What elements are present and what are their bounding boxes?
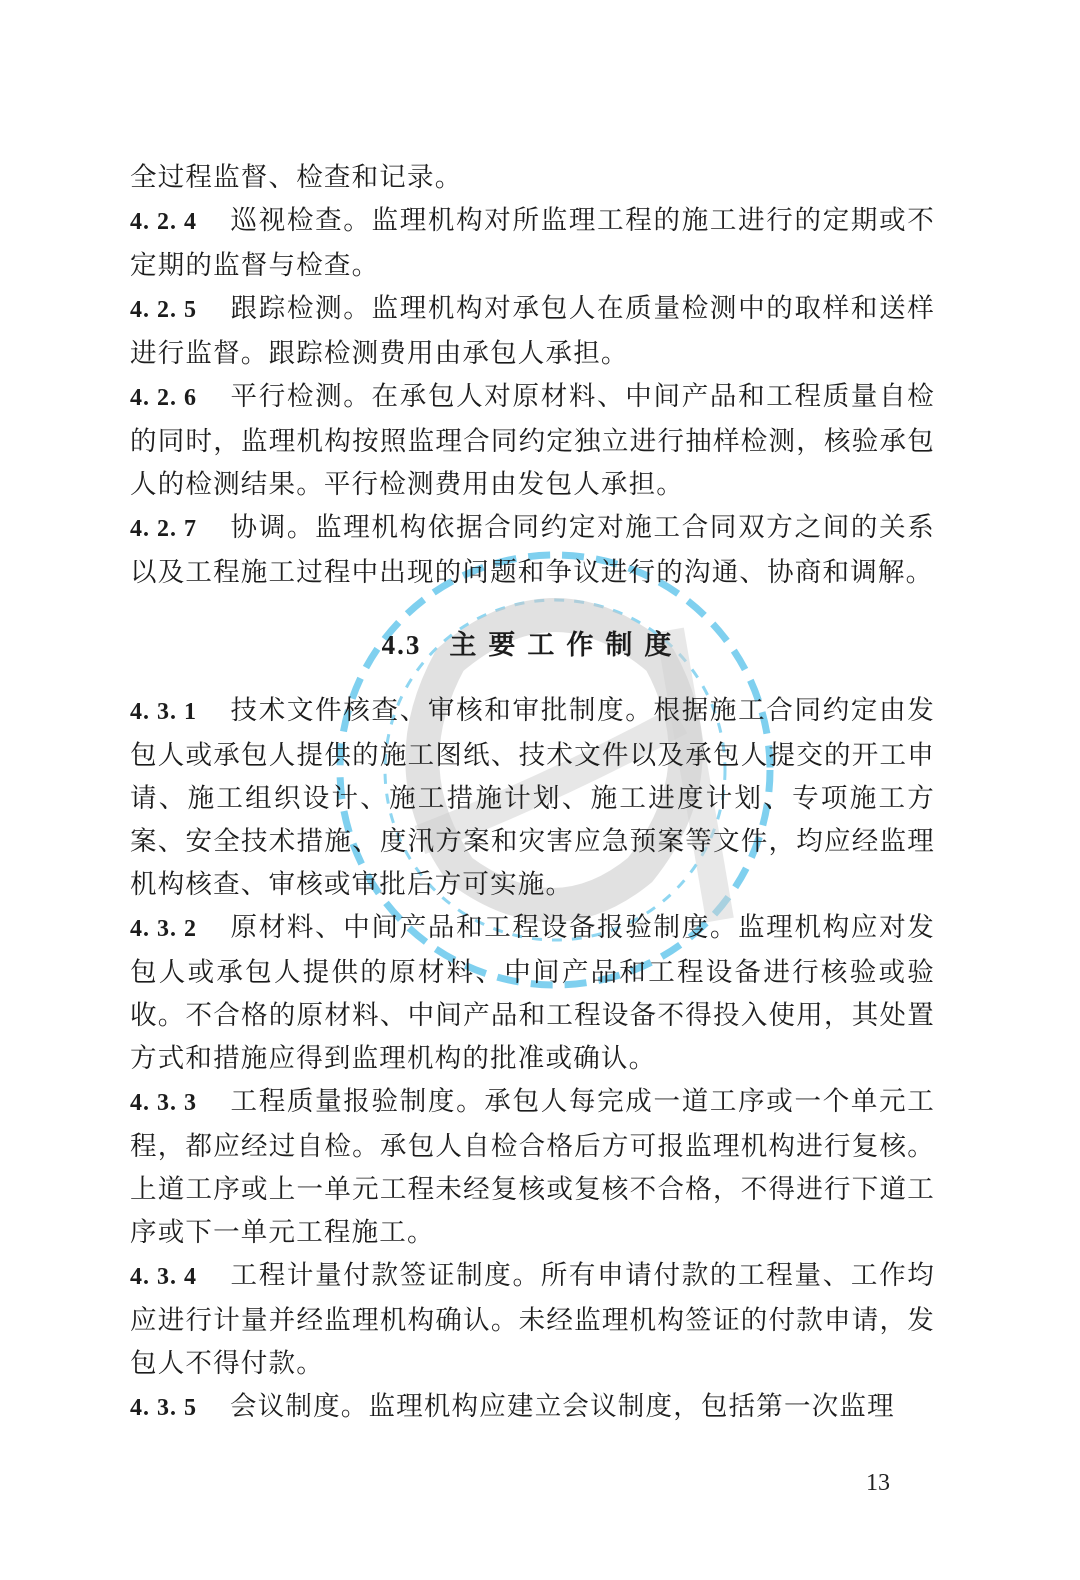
section-title: 主要工作制度 <box>449 630 684 661</box>
clause-4-3-4: 4. 3. 4 工程计量付款签证制度。所有申请付款的工程量、工作均应进行计量并经监理机构确认。未经监理机构签证的付款申请，发包人不得付款。 <box>130 1260 935 1379</box>
clause-4-2-4: 4. 2. 4 巡视检查。监理机构对所监理工程的施工进行的定期或不定期的监督与检查。 <box>130 205 935 281</box>
clause-4-2-6: 4. 2. 6 平行检测。在承包人对原材料、中间产品和工程质量自检的同时，监理机构按照监理合同约定独立进行抽样检测，核验承包人的检测结果。平行检测费用由发包人承担。 <box>130 381 935 500</box>
clause-4-3-2: 4. 3. 2 原材料、中间产品和工程设备报验制度。监理机构应对发包人或承包人提供的原材料、中间产品和工程设备进行核验或验收。不合格的原材料、中间产品和工程设备不得投入使用，其处置方式和措施应得到监理机构的批准或确认。 <box>130 912 935 1074</box>
clause-4-3-1: 4. 3. 1 技术文件核查、审核和审批制度。根据施工合同约定由发包人或承包人提供的施工图纸、技术文件以及承包人提交的开工申请、施工组织设计、施工措施计划、施工进度计划、专项施工方案、安全技术措施、度汛方案和灾害应急预案等文件，均应经监理机构核查、审核或审批后方可实施。 <box>130 695 935 900</box>
section-number: 4.3 <box>381 630 422 660</box>
section-heading <box>130 624 935 667</box>
clause-4-2-7: 4. 2. 7 协调。监理机构依据合同约定对施工合同双方之间的关系以及工程施工过程中出现的问题和争议进行的沟通、协商和调解。 <box>130 512 935 588</box>
clause-4-2-5: 4. 2. 5 跟踪检测。监理机构对承包人在质量检测中的取样和送样进行监督。跟踪检测费用由承包人承担。 <box>130 293 935 369</box>
paragraph-continued: 全过程监督、检查和记录。 <box>130 162 463 193</box>
clause-4-3-3: 4. 3. 3 工程质量报验制度。承包人每完成一道工序或一个单元工程，都应经过自检。承包人自检合格后方可报监理机构进行复核。上道工序或上一单元工程未经复核或复核不合格，不得进行下道工序或下一单元工程施工。 <box>130 1086 935 1248</box>
clause-4-3-5: 4. 3. 5 会议制度。监理机构应建立会议制度，包括第一次监理 <box>130 1391 895 1422</box>
page-number: 13 <box>866 1470 890 1496</box>
document-body <box>130 156 935 1430</box>
